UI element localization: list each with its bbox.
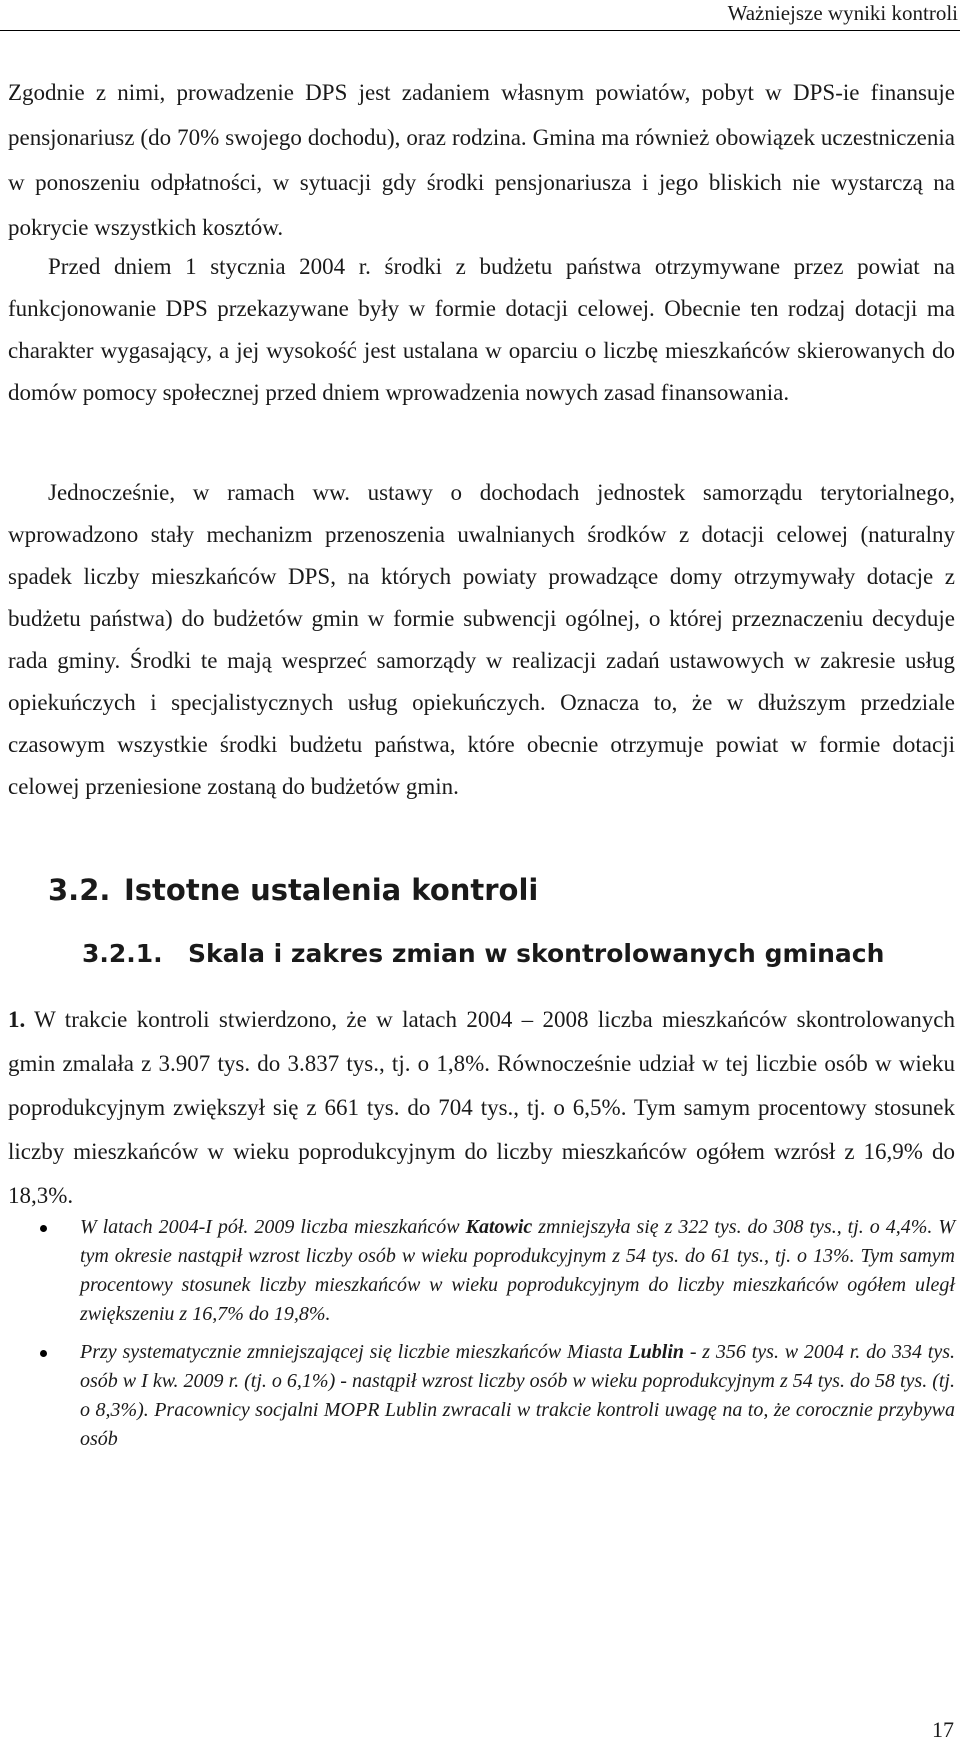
paragraph-dps-financing bbox=[8, 70, 955, 250]
list-item-city: Lublin bbox=[628, 1341, 684, 1363]
bullet-icon bbox=[40, 1225, 47, 1232]
page-number: 17 bbox=[932, 1717, 954, 1742]
list-item-text-before: W latach 2004-I pół. 2009 liczba mieszkańców bbox=[80, 1216, 466, 1238]
subsection-number: 3.2.1. bbox=[82, 939, 163, 968]
running-header-title: Ważniejsze wyniki kontroli bbox=[727, 1, 958, 25]
finding-number: 1. bbox=[8, 1007, 26, 1032]
section-heading bbox=[48, 872, 538, 908]
list-item-text-before: Przy systematycznie zmniejszającej się liczbie mieszkańców Miasta bbox=[80, 1341, 629, 1363]
bullet-icon bbox=[40, 1350, 47, 1357]
list-item-text-after: - z 356 tys. w 2004 r. do 334 tys. osób w I kw. 2009 r. (tj. o 6,1%) - nastąpił wzrost liczby osób w wieku poprodukcyjnym z 54 tys. do 58 tys. (tj. o 8,3%). Pracownicy socjalni MOPR Lublin zwracali w trakcie kontroli uwagę na to, że corocznie przybywa osób bbox=[80, 1341, 955, 1450]
section-number: 3.2. bbox=[48, 873, 111, 907]
city-examples-list bbox=[8, 1213, 955, 1463]
list-item-lublin bbox=[8, 1338, 955, 1454]
paragraph-mechanism bbox=[8, 472, 955, 808]
list-item-katowice bbox=[8, 1213, 955, 1329]
list-item-text-after: zmniejszyła się z 322 tys. do 308 tys., tj. o 4,4%. W tym okresie nastąpił wzrost liczby osób w wieku poprodukcyjnym z 54 tys. do 61 tys., tj. o 13%. Tym samym procentowy stosunek liczby mieszkańców w wieku poprodukcyjnym do liczby mieszkańców ogółem uległ zwiększeniu z 16,7% do 19,8%. bbox=[80, 1216, 955, 1325]
finding-text: W trakcie kontroli stwierdzono, że w latach 2004 – 2008 liczba mieszkańców skontrolowanych gmin zmalała z 3.907 tys. do 3.837 tys., tj. o 1,8%. Równocześnie udział w tej liczbie osób w wieku poprodukcyjnym zwiększył się z 661 tys. do 704 tys., tj. o 6,5%. Tym samym procentowy stosunek liczby mieszkańców w wieku poprodukcyjnym do liczby mieszkańców ogółem wzrósł z 16,9% do 18,3%. bbox=[8, 1007, 955, 1208]
running-header bbox=[0, 0, 960, 31]
list-item-city: Katowic bbox=[465, 1216, 533, 1238]
paragraph-text: Zgodnie z nimi, prowadzenie DPS jest zadaniem własnym powiatów, pobyt w DPS-ie finansuje pensjonariusz (do 70% swojego dochodu), oraz rodzina. Gmina ma również obowiązek uczestniczenia w ponoszeniu odpłatności, w sytuacji gdy środki pensjonariusza i jego bliskich nie wystarczą na pokrycie wszystkich kosztów. bbox=[8, 80, 955, 240]
finding-paragraph bbox=[8, 998, 955, 1218]
subsection-heading bbox=[82, 937, 884, 971]
paragraph-before-2004 bbox=[8, 246, 955, 414]
paragraph-text: Przed dniem 1 stycznia 2004 r. środki z budżetu państwa otrzymywane przez powiat na funkcjonowanie DPS przekazywane były w formie dotacji celowej. Obecnie ten rodzaj dotacji ma charakter wygasający, a jej wysokość jest ustalana w oparciu o liczbę mieszkańców skierowanych do domów pomocy społecznej przed dniem wprowadzenia nowych zasad finansowania. bbox=[8, 254, 955, 405]
section-title: Istotne ustalenia kontroli bbox=[124, 873, 539, 907]
subsection-title: Skala i zakres zmian w skontrolowanych gminach bbox=[188, 939, 885, 968]
paragraph-text: Jednocześnie, w ramach ww. ustawy o dochodach jednostek samorządu terytorialnego, wprowadzono stały mechanizm przenoszenia uwalnianych środków z dotacji celowej (naturalny spadek liczby mieszkańców DPS, na których powiaty prowadzące domy otrzymywały dotacje z budżetu państwa) do budżetów gmin w formie subwencji ogólnej, o której przeznaczeniu decyduje rada gminy. Środki te mają wesprzeć samorządy w realizacji zadań ustawowych w zakresie usług opiekuńczych i specjalistycznych usług opiekuńczych. Oznacza to, że w dłuższym przedziale czasowym wszystkie środki budżetu państwa, które obecnie otrzymuje powiat w formie dotacji celowej przeniesione zostaną do budżetów gmin. bbox=[8, 480, 955, 799]
